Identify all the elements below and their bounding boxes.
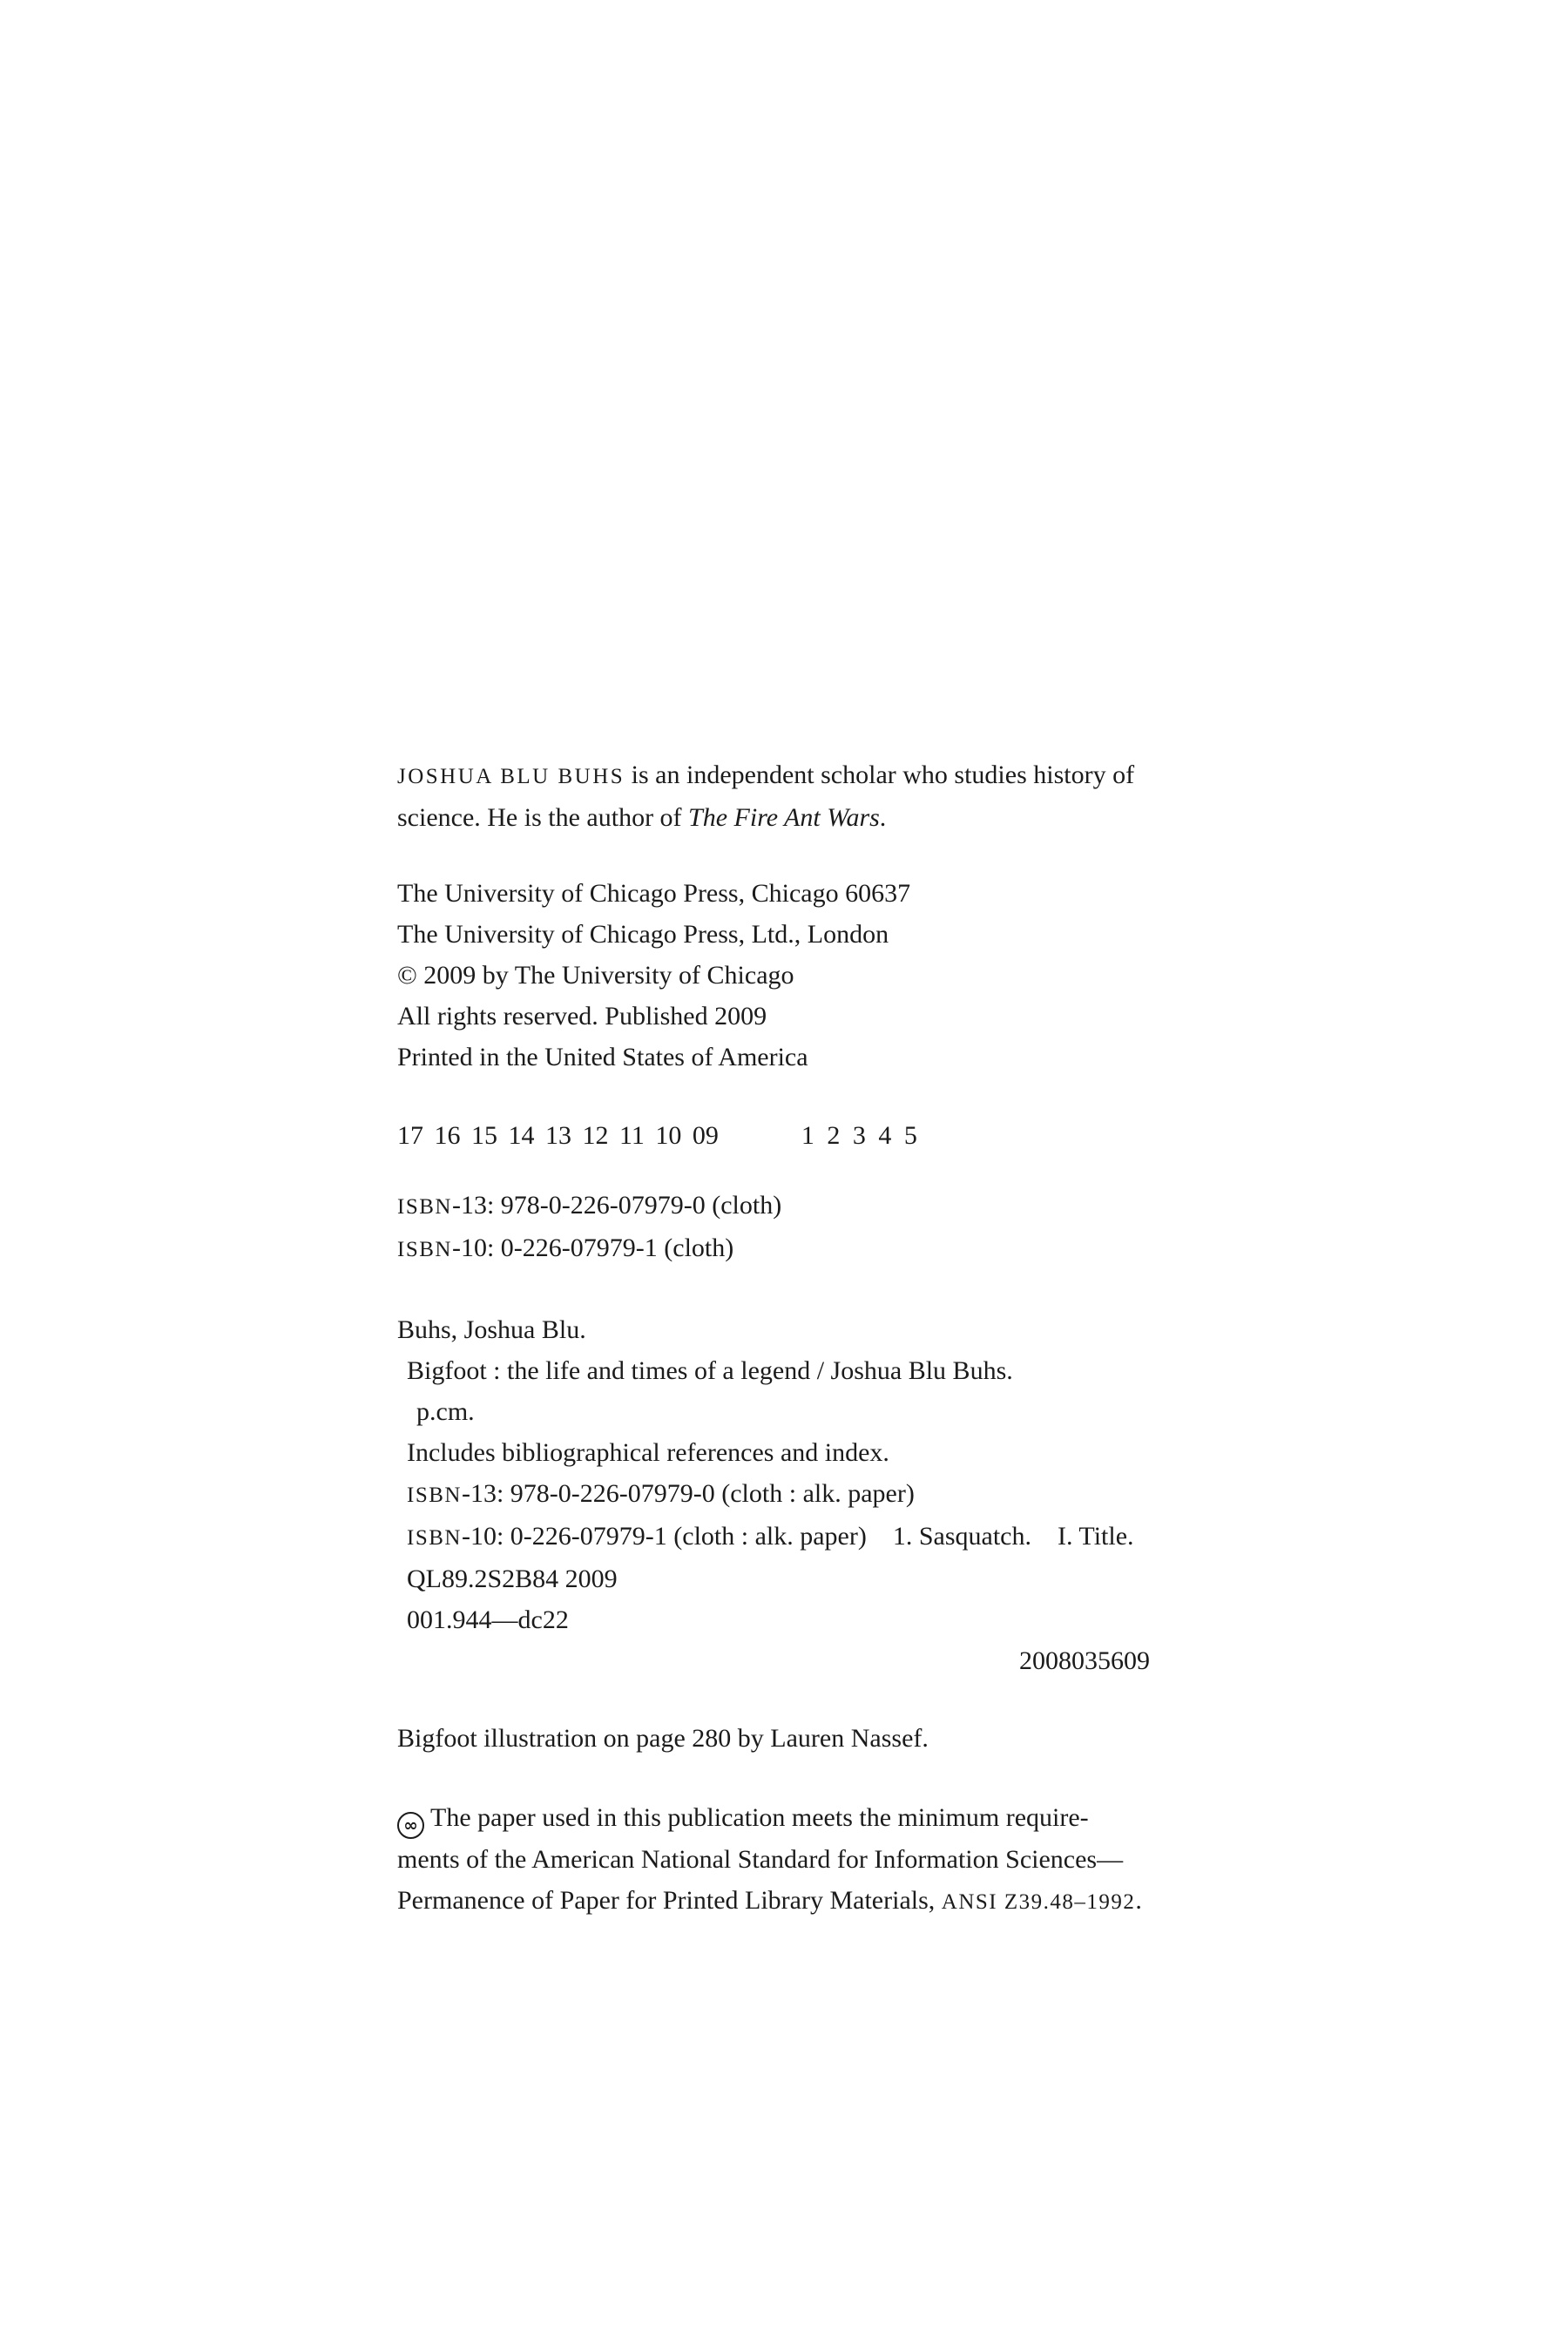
rights-line: All rights reserved. Published 2009 [397,1002,767,1031]
isbn-10-value: -10: 0-226-07979-1 (cloth) [451,1233,734,1262]
cip-dewey-line: 001.944—dc22 [407,1605,569,1634]
isbn-label: ISBN [407,1484,462,1507]
illustration-credit-line: Bigfoot illustration on page 280 by Lauren Nassef. [397,1724,929,1753]
cip-block [397,1309,1207,1681]
printed-in-line: Printed in the United States of America [397,1043,808,1071]
paper-note [397,1797,1207,1923]
author-note-period: . [879,803,887,832]
paper-note-line-3 [397,1880,1207,1923]
book-title: The Fire Ant Wars [688,803,880,832]
author-name: JOSHUA BLU BUHS [397,765,625,788]
printing-history-line [397,1115,1207,1156]
isbn-block [397,1185,1207,1270]
cip-call-number-line: QL89.2S2B84 2009 [407,1565,618,1593]
paper-note-line-2: ments of the American National Standard for Information Sciences— [397,1845,1124,1874]
copyright-line: © 2009 by The University of Chicago [397,961,794,990]
isbn-label: ISBN [397,1238,452,1261]
author-note-line-2 [397,797,1207,838]
lccn-control-number: 2008035609 [1019,1646,1150,1675]
cip-isbn-10-value: -10: 0-226-07979-1 (cloth : alk. paper) 1. Sasquatch. I. Title. [461,1522,1134,1551]
cip-pcm-line: p.cm. [416,1397,475,1426]
isbn-13-line [397,1185,1207,1227]
ansi-standard-ref: ANSI Z39.48–1992 [941,1890,1136,1914]
cip-includes-line: Includes bibliographical references and index. [407,1438,889,1467]
cip-isbn-10-line [397,1516,1207,1558]
cip-author-line: Buhs, Joshua Blu. [397,1315,586,1344]
paper-note-line-1 [397,1797,1207,1839]
publisher-block [397,873,1207,1078]
publisher-line-2: The University of Chicago Press, Ltd., London [397,920,889,949]
author-note [397,754,1207,838]
cip-isbn-13-line [397,1473,1207,1516]
printing-impressions: 1 2 3 4 5 [801,1121,917,1150]
author-note-text-1: is an independent scholar who studies history of [625,760,1135,789]
permanent-paper-icon [397,1812,424,1839]
cip-title-line: Bigfoot : the life and times of a legend / Joshua Blu Buhs. [407,1356,1013,1385]
paper-note-period: . [1135,1886,1142,1915]
isbn-label: ISBN [407,1526,462,1550]
isbn-10-line [397,1227,1207,1270]
author-note-line-1 [397,754,1207,797]
printing-years: 17 16 15 14 13 12 11 10 09 [397,1121,719,1150]
copyright-text-block [397,754,1207,1923]
isbn-13-value: -13: 978-0-226-07979-0 (cloth) [451,1191,782,1220]
paper-note-text-1: The paper used in this publication meets the minimum require- [430,1803,1089,1832]
isbn-label: ISBN [397,1195,452,1219]
author-note-text-2: science. He is the author of [397,803,689,832]
infinity-glyph: ∞ [403,1815,418,1835]
cip-isbn-13-value: -13: 978-0-226-07979-0 (cloth : alk. paper) [461,1479,915,1508]
paper-note-text-3: Permanence of Paper for Printed Library Materials, [397,1886,942,1915]
publisher-line-1: The University of Chicago Press, Chicago 60637 [397,879,911,908]
